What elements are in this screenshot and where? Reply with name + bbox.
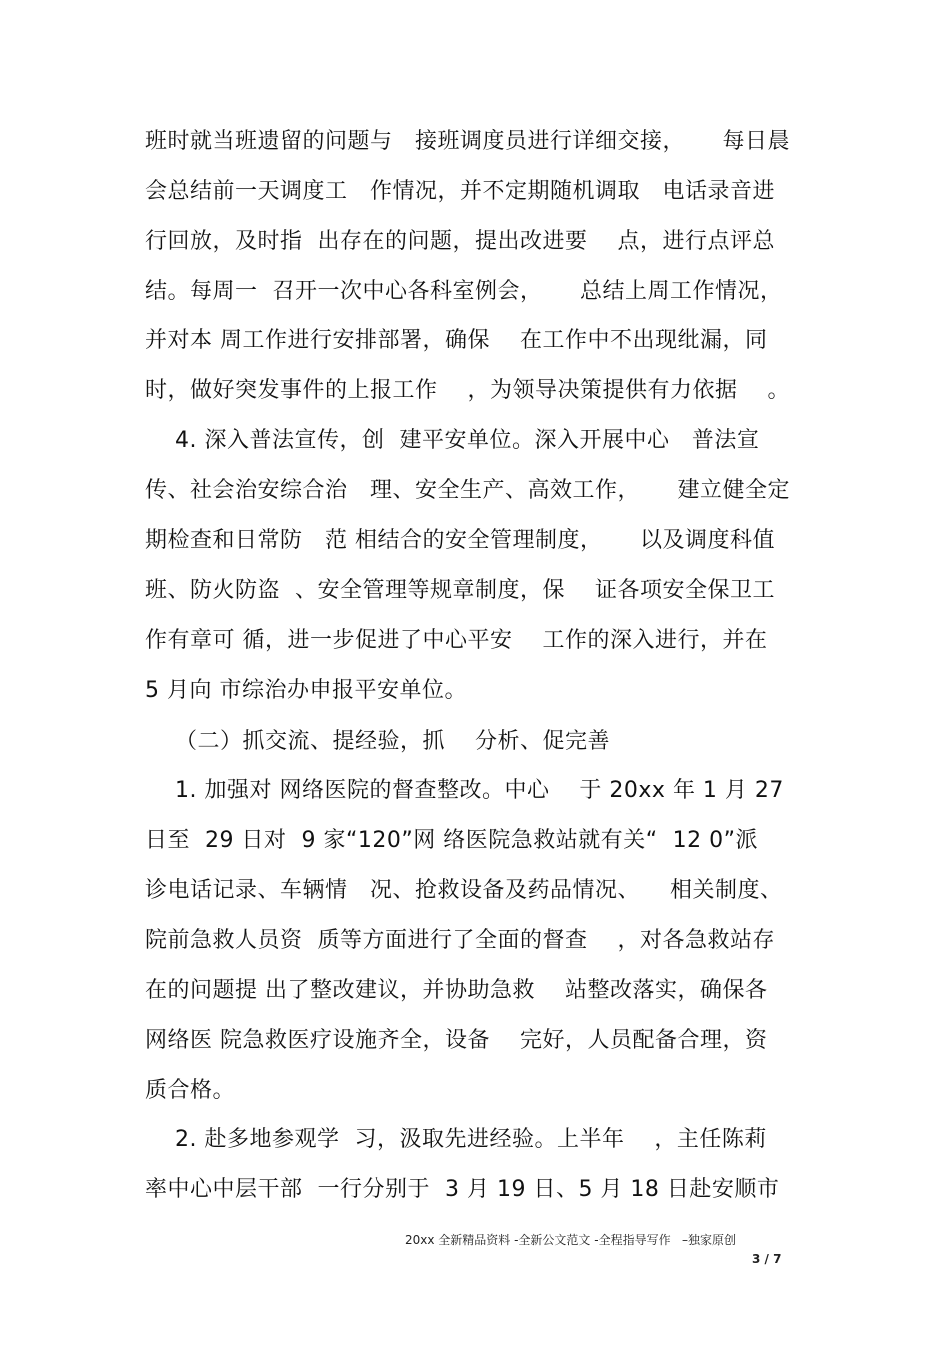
page-number: 3 / 7 [752,1252,782,1266]
text-line: 4. 深入普法宣传，创 建平安单位。深入开展中心 普法宣 [145,428,760,453]
text-line: 结。每周一 召开一次中心各科室例会， 总结上周工作情况， [145,279,783,304]
text-line: 期检查和日常防 范 相结合的安全管理制度， 以及调度科值 [145,528,775,553]
text-line: 1. 加强对 网络医院的督查整改。中心 于 20xx 年 1 月 27 [145,778,784,803]
text-line: 作有章可 循，进一步促进了中心平安 工作的深入进行，并在 [145,628,768,653]
text-line: 诊电话记录、车辆情 况、抢救设备及药品情况、 相关制度、 [145,878,783,903]
text-line: 会总结前一天调度工 作情况，并不定期随机调取 电话录音进 [145,179,775,204]
footer-text: 20xx 全新精品资料 -全新公文范文 -全程指导写作 –独家原创 [405,1233,737,1247]
text-line: 班时就当班遗留的问题与 接班调度员进行详细交接， 每日晨 [145,129,790,154]
text-line: 并对本 周工作进行安排部署，确保 在工作中不出现纰漏，同 [145,328,768,353]
text-line: 5 月向 市综治办申报平安单位。 [145,678,467,703]
text-line: 2. 赴多地参观学 习，汲取先进经验。上半年 ，主任陈莉 [145,1127,767,1152]
text-line: 班、防火防盗 、安全管理等规章制度，保 证各项安全保卫工 [145,578,775,603]
text-line: 日至 29 日对 9 家“120”网 络医院急救站就有关“ 12 0”派 [145,828,758,853]
text-line: 在的问题提 出了整改建议，并协助急救 站整改落实，确保各 [145,978,768,1003]
text-line: 院前急救人员资 质等方面进行了全面的督查 ，对各急救站存 [145,928,775,953]
text-line: 行回放，及时指 出存在的问题，提出改进要 点，进行点评总 [145,229,775,254]
text-line: 质合格。 [145,1078,236,1103]
text-line: 传、社会治安综合治 理、安全生产、高效工作， 建立健全定 [145,478,790,503]
text-line: 率中心中层干部 一行分别于 3 月 19 日、5 月 18 日赴安顺市 [145,1177,780,1202]
section-heading: （二）抓交流、提经验，抓 分析、促完善 [145,729,610,754]
text-line: 网络医 院急救医疗设施齐全，设备 完好，人员配备合理，资 [145,1028,768,1053]
text-line: 时，做好突发事件的上报工作 ，为领导决策提供有力依据 。 [145,378,790,403]
